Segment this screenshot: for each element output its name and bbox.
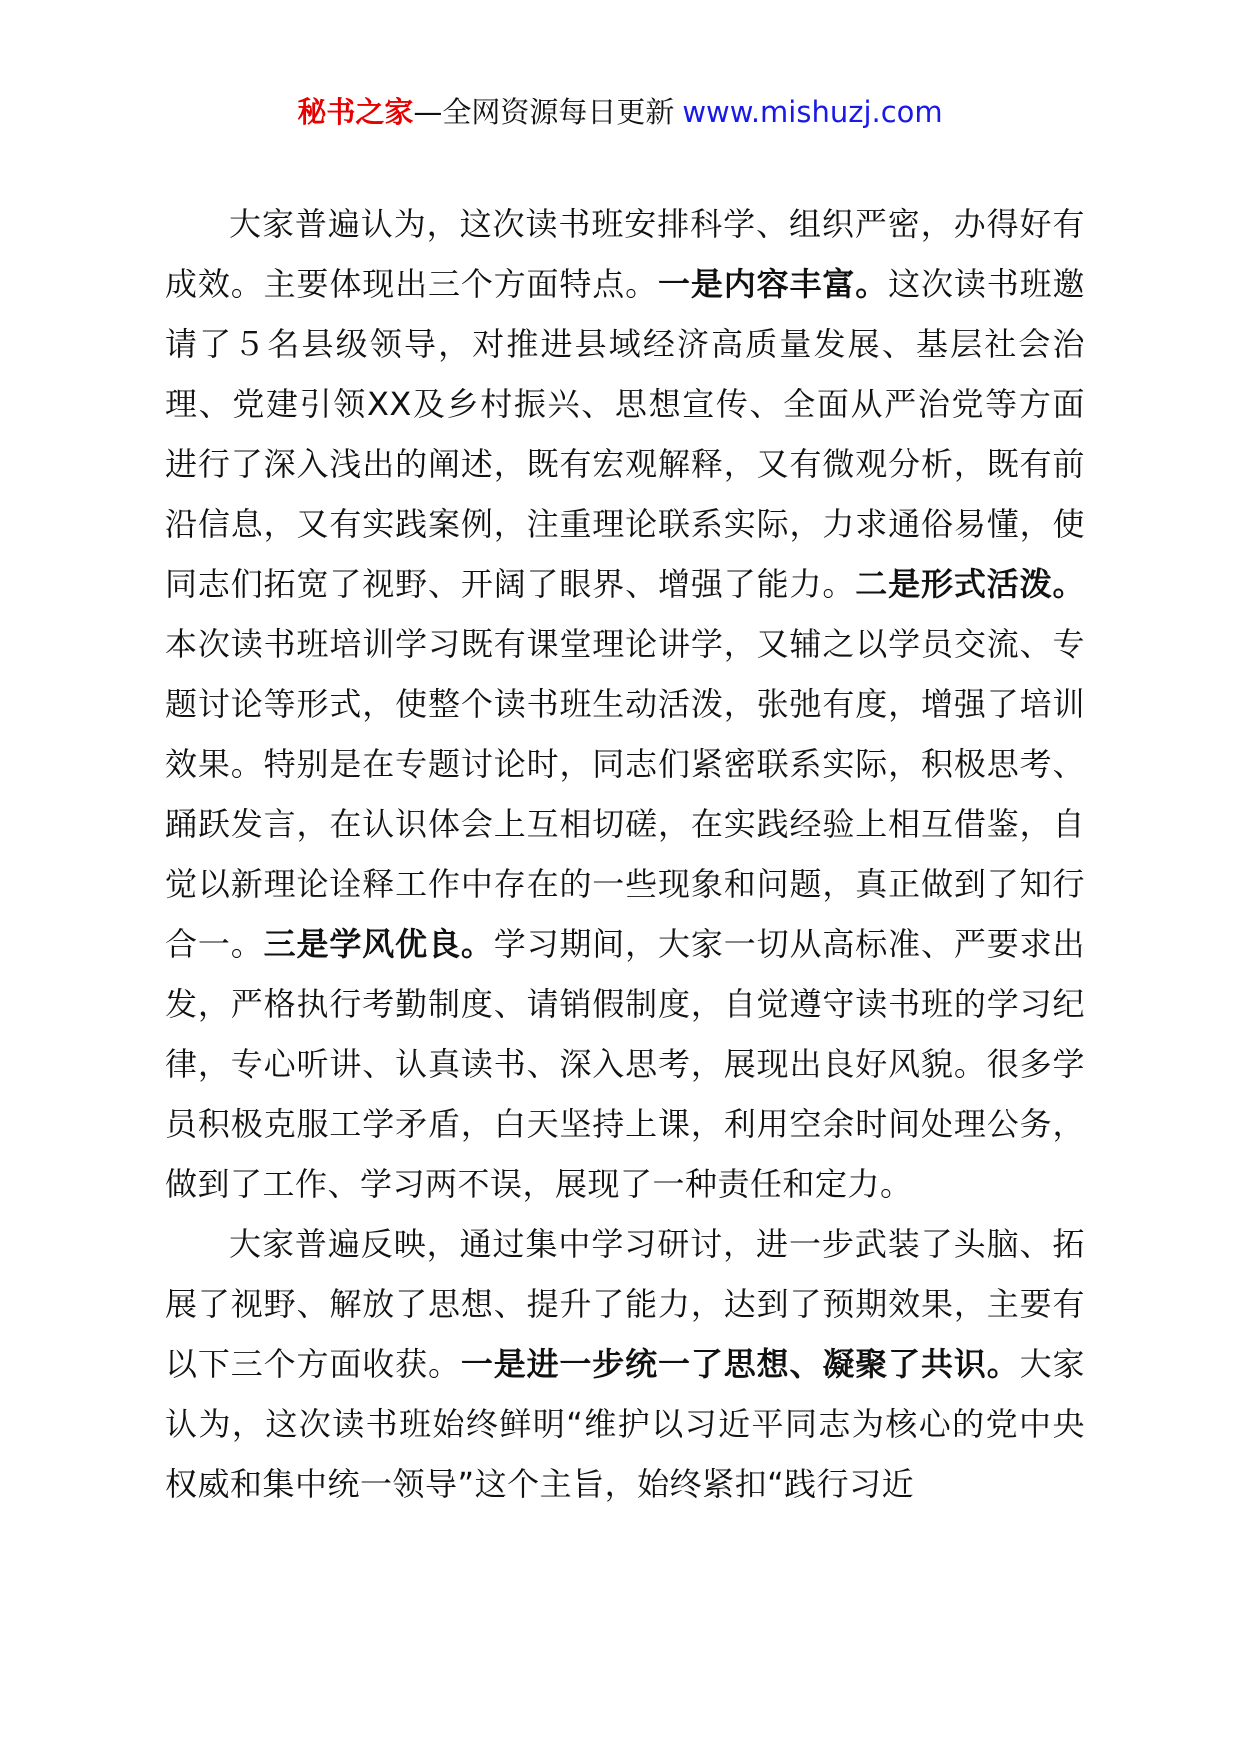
paragraph-text: 学习期间，大家一切从高标准、严要求出发，严格执行考勤制度、请销假制度，自觉遵守读书班的学习纪律，专心听讲、认真读书、深入思考，展现出良好风貌。很多学员积极克服工学矛盾，白天坚持上课，利用空余时间处理公务，做到了工作、学习两不误，展现了一种责任和定力。 [165,925,1085,1203]
bold-heading: 二是形式活泼。 [855,565,1085,603]
paragraph-text: 大家普遍反映，通过集中学习研讨，进一步武装了头脑、拓展了视野、解放了思想、提升了能力，达到了预期效果，主要有以下三个方面收获。 [165,1225,1085,1383]
site-url-link[interactable]: www.mishuzj.com [682,95,943,129]
paragraph-text: 大家普遍认为，这次读书班安排科学、组织严密，办得好有成效。主要体现出三个方面特点。 [165,205,1085,303]
header-tagline: —全网资源每日更新 [413,95,675,129]
brand-name: 秘书之家 [297,95,414,129]
paragraph-1 [165,194,1085,1214]
paragraph-text: 这次读书班邀请了５名县级领导，对推进县域经济高质量发展、基层社会治理、党建引领XX及乡村振兴、思想宣传、全面从严治党等方面进行了深入浅出的阐述，既有宏观解释，又有微观分析，既有前沿信息，又有实践案例，注重理论联系实际，力求通俗易懂，使同志们拓宽了视野、开阔了眼界、增强了能力。 [165,265,1085,603]
bold-heading: 三是学风优良。 [263,925,494,963]
site-header [0,92,1240,132]
bold-heading: 一是内容丰富。 [658,265,889,303]
paragraph-text: 大家认为，这次读书班始终鲜明“维护以习近平同志为核心的党中央权威和集中统一领导”这个主旨，始终紧扣“践行习近 [165,1345,1085,1503]
bold-heading: 一是进一步统一了思想、凝聚了共识。 [460,1345,1020,1383]
paragraph-text: 本次读书班培训学习既有课堂理论讲学，又辅之以学员交流、专题讨论等形式，使整个读书班生动活泼，张弛有度，增强了培训效果。特别是在专题讨论时，同志们紧密联系实际，积极思考、踊跃发言，在认识体会上互相切磋，在实践经验上相互借鉴，自觉以新理论诠释工作中存在的一些现象和问题，真正做到了知行合一。 [165,625,1085,963]
document-body [165,194,1085,1514]
paragraph-2 [165,1214,1085,1514]
